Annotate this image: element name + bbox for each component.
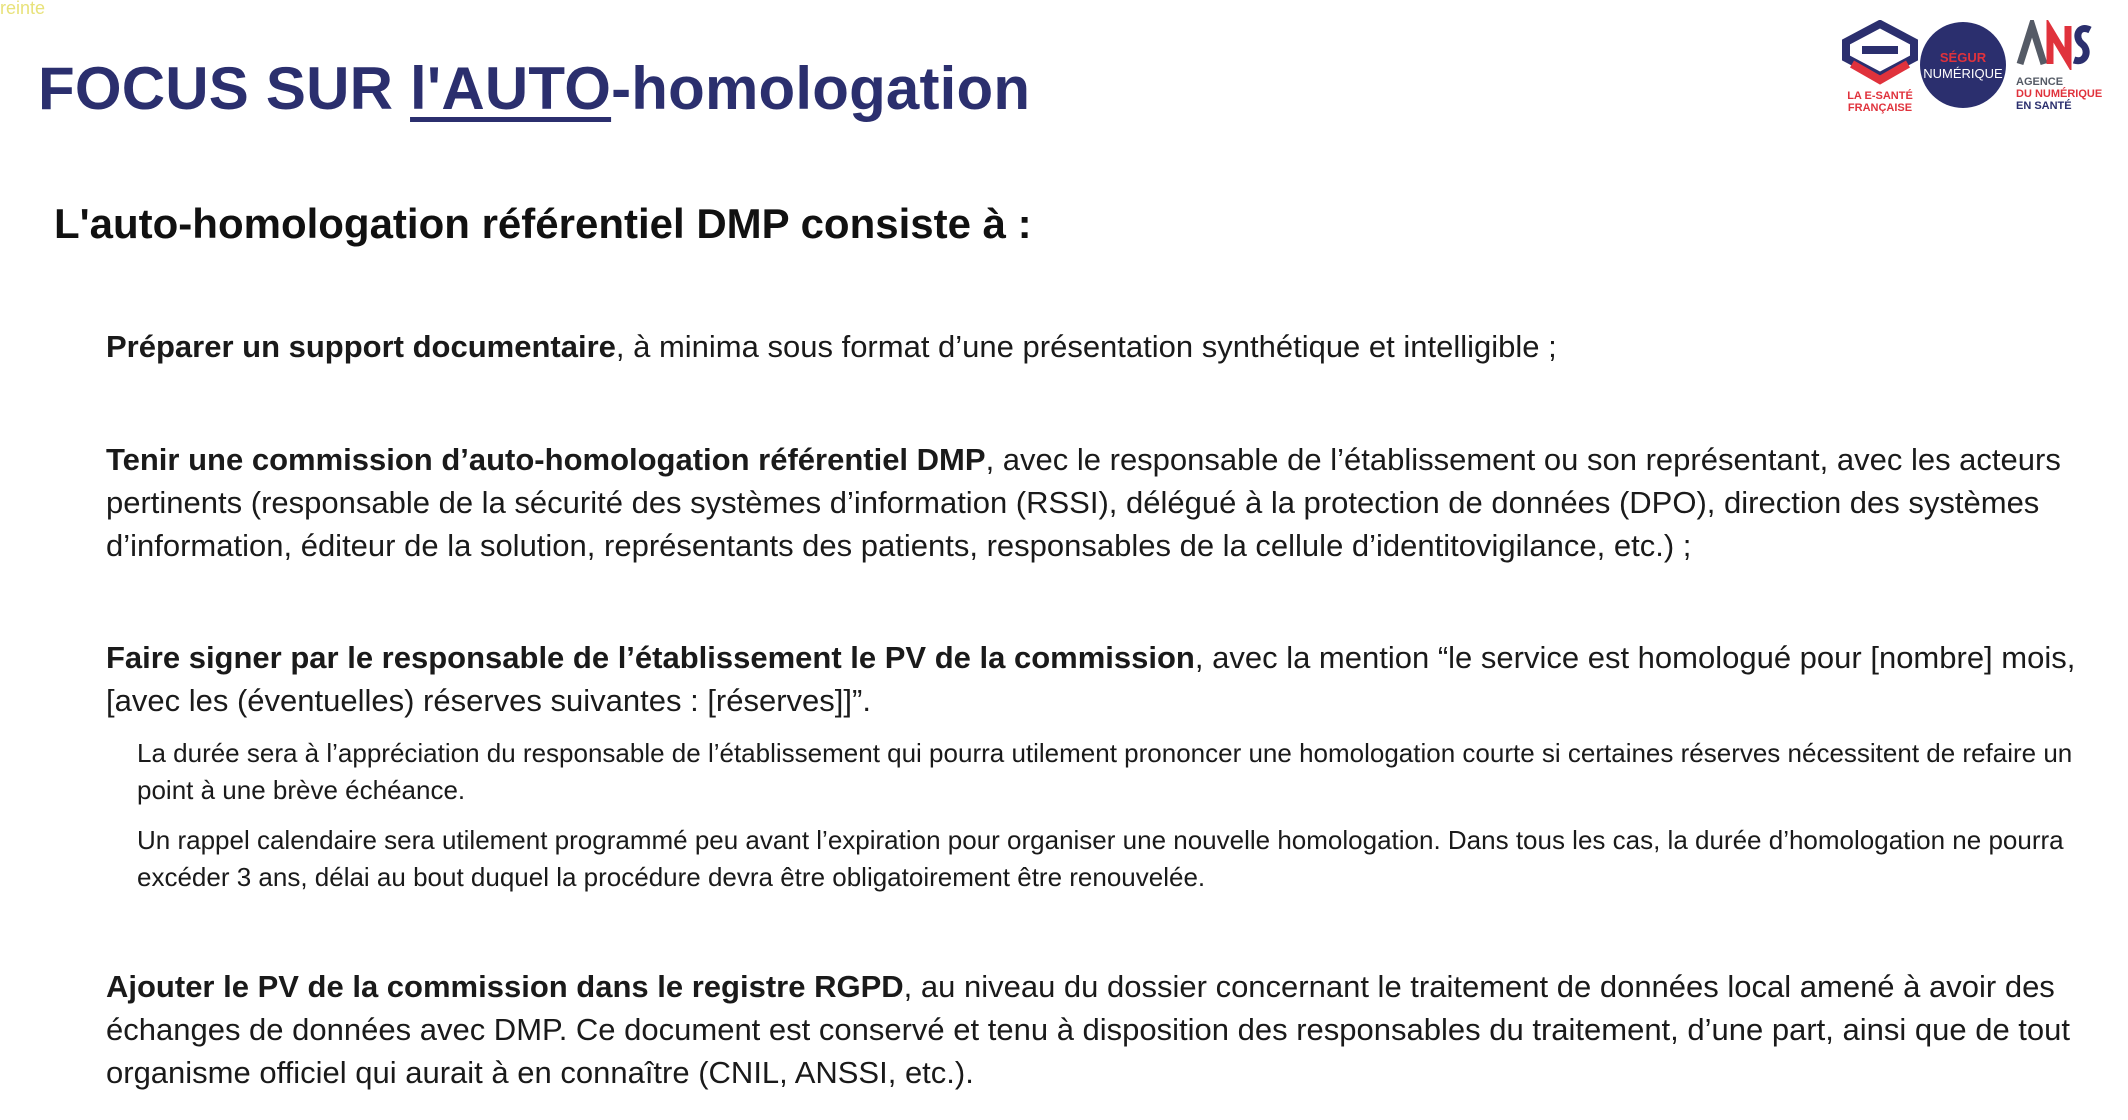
corner-tag: reinte xyxy=(0,0,46,18)
step-text: , avec le responsable de l’établissement ou son représentant, avec les acteurs pertinents (responsable de la sécurité des systèmes d’information (RSSI), délégué à la protection de données (DPO), direction des systèmes d’information, éditeur de la solution, représentants des patients, responsables de la cellule d’identitovigilance, etc.) ; xyxy=(106,442,2061,563)
title-part-2-underlined: l'AUTO xyxy=(410,55,612,122)
segur-numerique-logo xyxy=(1920,22,2006,108)
step-hold-commission xyxy=(106,438,2086,567)
step-text: , avec la mention “le service est homologué pour [nombre] mois, [avec les (éventuelles) réserves suivantes : [réserves]]”. xyxy=(106,640,2076,718)
slide-title xyxy=(38,54,1030,123)
step-sign-pv xyxy=(106,636,2086,722)
partner-logos xyxy=(1840,18,2120,118)
esante-logo-line-1: LA E-SANTÉ xyxy=(1847,90,1913,102)
title-part-1: FOCUS SUR xyxy=(38,55,411,122)
ans-logo-line-1: AGENCE xyxy=(2016,76,2064,88)
step-heading: Tenir une commission d’auto-homologation référentiel DMP xyxy=(106,442,986,477)
ans-logo xyxy=(2016,20,2120,116)
esante-logo-mark xyxy=(1840,20,1920,88)
section-subtitle: L'auto-homologation référentiel DMP consiste à : xyxy=(54,200,1032,247)
step-prepare-support xyxy=(106,325,2086,368)
step-heading: Préparer un support documentaire xyxy=(106,329,616,364)
note-reminder: Un rappel calendaire sera utilement programmé peu avant l’expiration pour organiser une nouvelle homologation. Dans tous les cas, la durée d’homologation ne pourra excéder 3 ans, délai au bout duquel la procédure devra être obligatoirement être renouvelée. xyxy=(137,825,2064,892)
step-text: , à minima sous format d’une présentation synthétique et intelligible ; xyxy=(615,329,1557,364)
step-add-pv-register xyxy=(106,965,2086,1094)
segur-logo-line-1: SÉGUR xyxy=(1939,50,1987,65)
note-duration: La durée sera à l’appréciation du responsable de l’établissement qui pourra utilement prononcer une homologation courte si certaines réserves nécessitent de refaire un point à une brève échéance. xyxy=(137,738,2073,805)
ans-logo-mark xyxy=(2016,20,2096,70)
esante-logo-line-2: FRANÇAISE xyxy=(1847,102,1913,114)
step-text: , au niveau du dossier concernant le traitement de données local amené à avoir des échanges de données avec DMP. Ce document est conservé et tenu à disposition des responsables du traitement, d’une part, ainsi que de tout organisme officiel qui aurait à en connaître (CNIL, ANSSI, etc.). xyxy=(106,969,2071,1090)
segur-logo-line-2: NUMÉRIQUE xyxy=(1923,66,2003,81)
step-heading: Ajouter le PV de la commission dans le registre RGPD xyxy=(106,969,904,1004)
step-heading: Faire signer par le responsable de l’établissement le PV de la commission xyxy=(106,640,1195,675)
ans-logo-line-3: EN SANTÉ xyxy=(2016,100,2072,112)
ans-logo-line-2: DU NUMÉRIQUE xyxy=(2016,88,2103,100)
title-part-3: -homologation xyxy=(611,55,1031,122)
esante-logo xyxy=(1840,20,1920,114)
